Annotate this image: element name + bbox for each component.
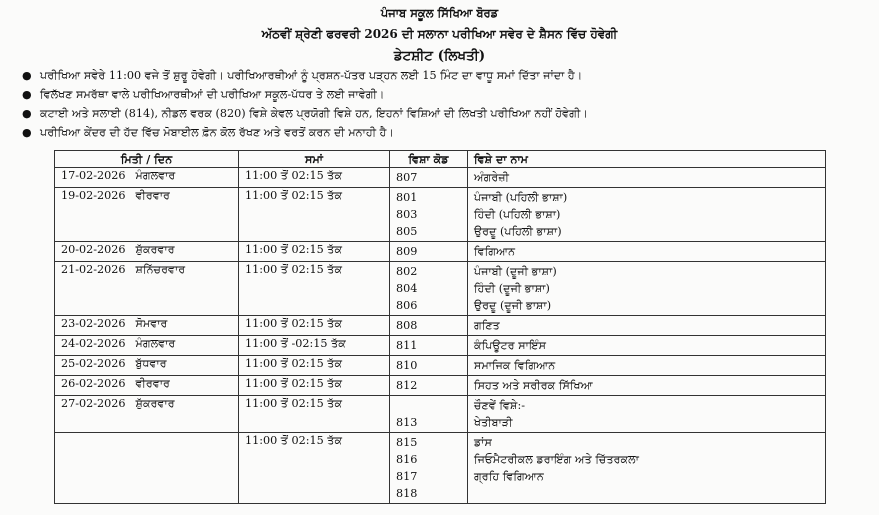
- exam-day: ਬੁੱਧਵਾਰ: [135, 357, 167, 370]
- subject-name: ਸਿਹਤ ਅਤੇ ਸਰੀਰਕ ਸਿੱਖਿਆ: [474, 379, 593, 392]
- subject-name-cell: [468, 396, 826, 433]
- date-day-cell: [55, 316, 239, 336]
- subject-code-cell: [390, 316, 468, 336]
- subject-name-cell: [468, 336, 826, 356]
- instruction-item: ● ਕਟਾਈ ਅਤੇ ਸਲਾਈ (814), ਨੀਡਲ ਵਰਕ (820) ਵਿਸ਼ੇ ਕੇਵਲ ਪ੍ਰਯੋਗੀ ਵਿਸ਼ੇ ਹਨ, ਇਹਨਾਂ ਵਿਸ਼ਿਆਂ ਦੀ ਲਿਖਤੀ ਪਰੀਖਿਆ ਨਹੀਂ ਹੋਵੇਗੀ।: [22, 107, 588, 120]
- exam-time: 11:00 ਤੋਂ 02:15 ਤੱਕ: [239, 433, 390, 504]
- exam-day: ਵੀਰਵਾਰ: [135, 377, 170, 390]
- subject-name: ਉਰਦੂ (ਦੂਜੀ ਭਾਸ਼ਾ): [474, 299, 552, 312]
- subject-code: 812: [396, 379, 418, 392]
- exam-day: ਵੀਰਵਾਰ: [135, 189, 170, 202]
- bullet-icon: ●: [22, 107, 32, 120]
- subject-name-cell: [468, 188, 826, 242]
- date-day-cell: [55, 188, 239, 242]
- exam-day: ਸ਼ੁੱਕਰਵਾਰ: [135, 243, 175, 256]
- subject-name: ਗਣਿਤ: [474, 319, 500, 332]
- exam-date: 24-02-2026: [61, 337, 126, 350]
- exam-day: ਮੰਗਲਵਾਰ: [135, 169, 176, 182]
- subject-code: 811: [396, 339, 418, 352]
- subject-code-cell: [390, 188, 468, 242]
- table-row: [55, 262, 826, 316]
- subject-code: 807: [396, 171, 418, 184]
- subject-name-cell: [468, 242, 826, 262]
- subject-code: 815: [396, 436, 418, 449]
- date-day-cell: [55, 433, 239, 504]
- column-header-time: ਸਮਾਂ: [239, 151, 390, 168]
- exam-day: ਮੰਗਲਵਾਰ: [135, 337, 176, 350]
- subject-name: ਉਰਦੂ (ਪਹਿਲੀ ਭਾਸ਼ਾ): [474, 225, 562, 238]
- subject-code: 816: [396, 453, 418, 466]
- exam-time: 11:00 ਤੋਂ 02:15 ਤੱਕ: [239, 376, 390, 396]
- exam-time: 11:00 ਤੋਂ 02:15 ਤੱਕ: [239, 316, 390, 336]
- subject-name: ਅੰਗਰੇਜ਼ੀ: [474, 171, 510, 184]
- exam-day: ਸ਼ੁੱਕਰਵਾਰ: [135, 397, 175, 410]
- subject-code: 805: [396, 225, 418, 238]
- subject-name: ਕੰਪਿਊਟਰ ਸਾਇੰਸ: [474, 339, 547, 352]
- table-row: [55, 188, 826, 242]
- subject-name: ਹਿੰਦੀ (ਪਹਿਲੀ ਭਾਸ਼ਾ): [474, 208, 561, 221]
- subject-code: 804: [396, 282, 418, 295]
- subject-code: 806: [396, 299, 418, 312]
- bullet-icon: ●: [22, 88, 32, 101]
- date-day-cell: [55, 356, 239, 376]
- subject-code-cell: [390, 433, 468, 504]
- bullet-icon: ●: [22, 126, 32, 139]
- subject-name-cell: [468, 316, 826, 336]
- table-row: [55, 396, 826, 433]
- exam-date: 21-02-2026: [61, 263, 126, 276]
- subject-code: [396, 397, 461, 414]
- table-body: [55, 168, 826, 504]
- exam-date: 25-02-2026: [61, 357, 126, 370]
- exam-time: 11:00 ਤੋਂ 02:15 ਤੱਕ: [239, 396, 390, 433]
- table-row: [55, 316, 826, 336]
- exam-time: 11:00 ਤੋਂ -02:15 ਤੱਕ: [239, 336, 390, 356]
- subject-code-cell: [390, 168, 468, 188]
- subject-name: ਜਿਓਮੈਟਰੀਕਲ ਡਰਾਇੰਗ ਅਤੇ ਚਿੱਤਰਕਲਾ: [474, 453, 639, 466]
- bullet-icon: ●: [22, 69, 32, 82]
- subject-name: ਚੌਣਵੇਂ ਵਿਸ਼ੇ:-: [474, 399, 525, 412]
- table-row: [55, 376, 826, 396]
- date-day-cell: [55, 376, 239, 396]
- exam-date: 27-02-2026: [61, 397, 126, 410]
- table-row: [55, 336, 826, 356]
- subject-name: [474, 485, 819, 502]
- subject-name: ਡਾਂਸ: [474, 436, 492, 449]
- subject-code: 801: [396, 191, 418, 204]
- subject-code: 818: [396, 487, 418, 500]
- instruction-item: ● ਪਰੀਖਿਆ ਕੇਂਦਰ ਦੀ ਹੱਦ ਵਿੱਚ ਮੋਬਾਈਲ ਫ਼ੋਨ ਕੋਲ ਰੱਖਣ ਅਤੇ ਵਰਤੋਂ ਕਰਨ ਦੀ ਮਨਾਹੀ ਹੈ।: [22, 126, 395, 139]
- board-name: ਪੰਜਾਬ ਸਕੂਲ ਸਿੱਖਿਆ ਬੋਰਡ: [380, 6, 499, 20]
- subject-name: ਗ੍ਰਹਿ ਵਿਗਿਆਨ: [474, 470, 544, 483]
- subject-code: 802: [396, 265, 418, 278]
- subject-code-cell: [390, 242, 468, 262]
- subject-code: 808: [396, 319, 418, 332]
- subject-name-cell: [468, 376, 826, 396]
- date-day-cell: [55, 242, 239, 262]
- table-header-row: [55, 151, 826, 168]
- column-header-date-day: ਮਿਤੀ / ਦਿਨ: [55, 151, 239, 168]
- exam-day: ਸੋਮਵਾਰ: [135, 317, 168, 330]
- subject-name: ਪੰਜਾਬੀ (ਦੂਜੀ ਭਾਸ਼ਾ): [474, 265, 557, 278]
- date-day-cell: [55, 262, 239, 316]
- subject-name: ਹਿੰਦੀ (ਦੂਜੀ ਭਾਸ਼ਾ): [474, 282, 550, 295]
- subject-name-cell: [468, 356, 826, 376]
- subject-code: 817: [396, 470, 418, 483]
- subject-code: 813: [396, 416, 418, 429]
- exam-time: 11:00 ਤੋਂ 02:15 ਤੱਕ: [239, 262, 390, 316]
- exam-date: 17-02-2026: [61, 169, 126, 182]
- subject-name: ਵਿਗਿਆਨ: [474, 245, 516, 258]
- column-header-subject-name: ਵਿਸ਼ੇ ਦਾ ਨਾਮ: [468, 151, 826, 168]
- table-row: [55, 433, 826, 504]
- exam-date: 20-02-2026: [61, 243, 126, 256]
- exam-time: 11:00 ਤੋਂ 02:15 ਤੱਕ: [239, 242, 390, 262]
- subject-code: 809: [396, 245, 418, 258]
- subject-code-cell: [390, 356, 468, 376]
- instruction-item: ● ਵਿਲੱਖਣ ਸਮਰੱਥਾ ਵਾਲੇ ਪਰੀਖਿਆਰਥੀਆਂ ਦੀ ਪਰੀਖਿਆ ਸਕੂਲ-ਪੱਧਰ ਤੇ ਲਈ ਜਾਵੇਗੀ।: [22, 88, 385, 101]
- table-row: [55, 242, 826, 262]
- datesheet-title: ਡੇਟਸ਼ੀਟ (ਲਿਖਤੀ): [393, 48, 486, 64]
- subject-name-cell: [468, 168, 826, 188]
- exam-date: 26-02-2026: [61, 377, 126, 390]
- column-header-subject-code: ਵਿਸ਼ਾ ਕੋਡ: [390, 151, 468, 168]
- subject-name: ਸਮਾਜਿਕ ਵਿਗਿਆਨ: [474, 359, 556, 372]
- instructions-list: [22, 69, 872, 145]
- subject-code: 810: [396, 359, 418, 372]
- exam-time: 11:00 ਤੋਂ 02:15 ਤੱਕ: [239, 356, 390, 376]
- exam-time: 11:00 ਤੋਂ 02:15 ਤੱਕ: [239, 168, 390, 188]
- subject-name-cell: [468, 262, 826, 316]
- exam-time: 11:00 ਤੋਂ 02:15 ਤੱਕ: [239, 188, 390, 242]
- exam-day: ਸ਼ਨਿੱਚਰਵਾਰ: [135, 263, 186, 276]
- subject-code-cell: [390, 396, 468, 433]
- table-row: [55, 168, 826, 188]
- date-day-cell: [55, 168, 239, 188]
- date-day-cell: [55, 396, 239, 433]
- subject-code-cell: [390, 262, 468, 316]
- date-day-cell: [55, 336, 239, 356]
- subject-name-cell: [468, 433, 826, 504]
- exam-date: 23-02-2026: [61, 317, 126, 330]
- schedule-table: [54, 150, 826, 504]
- instruction-item: ● ਪਰੀਖਿਆ ਸਵੇਰੇ 11:00 ਵਜੇ ਤੋਂ ਸ਼ੁਰੂ ਹੋਵੇਗੀ। ਪਰੀਖਿਆਰਥੀਆਂ ਨੂੰ ਪ੍ਰਸ਼ਨ-ਪੱਤਰ ਪੜ੍ਹਨ ਲਈ 15 ਮਿੰਟ ਦਾ ਵਾਧੂ ਸਮਾਂ ਦਿੱਤਾ ਜਾਂਦਾ ਹੈ।: [22, 69, 583, 82]
- subject-name: ਖੇਤੀਬਾੜੀ: [474, 416, 513, 429]
- exam-subtitle: ਅੱਠਵੀਂ ਸ਼੍ਰੇਣੀ ਫਰਵਰੀ 2026 ਦੀ ਸਲਾਨਾ ਪਰੀਖਿਆ ਸਵੇਰ ਦੇ ਸ਼ੈਸਨ ਵਿੱਚ ਹੋਵੇਗੀ: [261, 27, 618, 41]
- subject-code: 803: [396, 208, 418, 221]
- exam-date: 19-02-2026: [61, 189, 126, 202]
- table-row: [55, 356, 826, 376]
- subject-code-cell: [390, 336, 468, 356]
- subject-name: ਪੰਜਾਬੀ (ਪਹਿਲੀ ਭਾਸ਼ਾ): [474, 191, 568, 204]
- subject-code-cell: [390, 376, 468, 396]
